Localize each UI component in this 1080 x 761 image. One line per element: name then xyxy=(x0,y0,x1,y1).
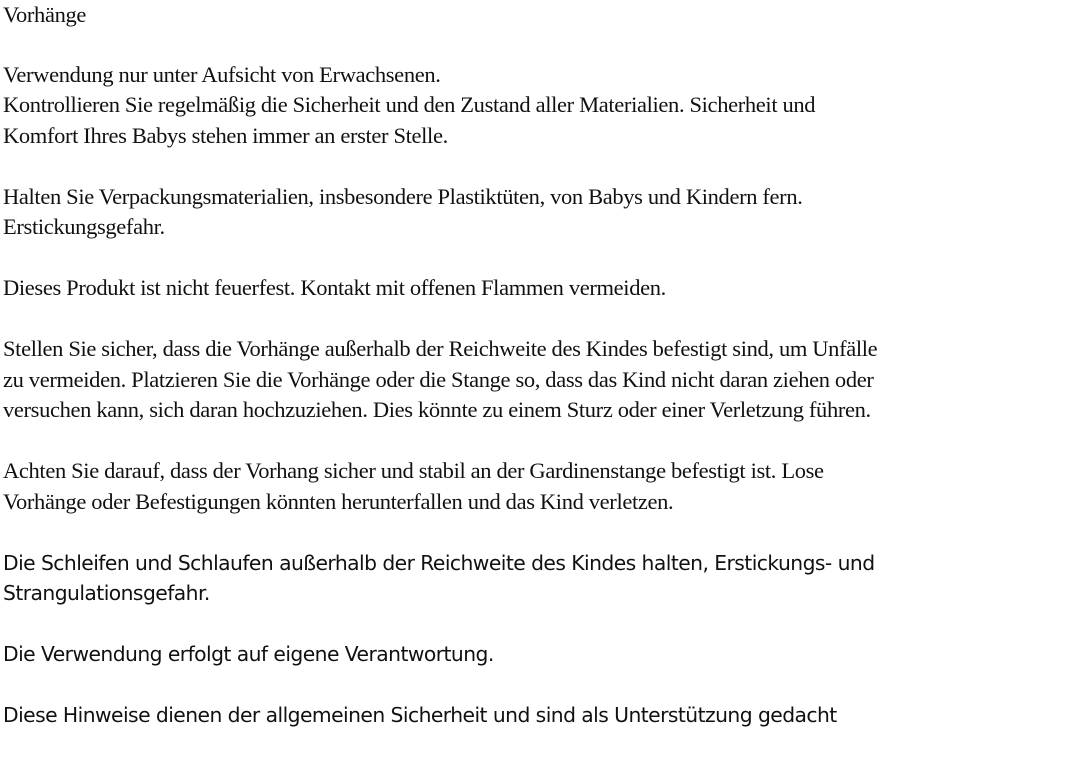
text-line: Kontrollieren Sie regelmäßig die Sicherheit und den Zustand aller Materialien. Sicherheit und xyxy=(3,92,816,117)
text-line: Halten Sie Verpackungsmaterialien, insbesondere Plastiktüten, von Babys und Kindern fern. xyxy=(3,183,803,209)
paragraph-notice xyxy=(3,700,1079,731)
paragraph-supervision xyxy=(3,60,1079,152)
paragraph-fire xyxy=(3,273,1079,304)
paragraph-responsibility xyxy=(3,639,1079,670)
text-line: Komfort Ihres Babys stehen immer an erster Stelle. xyxy=(3,122,448,148)
text-line: Vorhänge oder Befestigungen könnten herunterfallen und das Kind verletzen. xyxy=(3,488,674,514)
text-line: zu vermeiden. Platzieren Sie die Vorhänge oder die Stange so, dass das Kind nicht daran ziehen oder xyxy=(3,366,874,392)
text-line: Die Schleifen und Schlaufen außerhalb der Reichweite des Kindes halten, Erstickungs- und xyxy=(3,550,875,575)
text-line: Achten Sie darauf, dass der Vorhang sicher und stabil an der Gardinenstange befestigt ist. Lose xyxy=(3,458,824,483)
text-line: versuchen kann, sich daran hochzuziehen. Dies könnte zu einem Sturz oder einer Verletzung führen. xyxy=(3,397,871,422)
text-line: Strangulationsgefahr. xyxy=(3,581,210,605)
text-line: Diese Hinweise dienen der allgemeinen Sicherheit und sind als Unterstützung gedacht xyxy=(3,703,837,727)
text-line: Verwendung nur unter Aufsicht von Erwachsenen. xyxy=(3,61,441,87)
document-title: Vorhänge xyxy=(3,2,87,27)
paragraph-mounting xyxy=(3,456,1079,517)
document-body xyxy=(3,0,1079,761)
paragraph-packaging xyxy=(3,182,1079,243)
paragraph-loops xyxy=(3,548,1079,609)
text-line: Stellen Sie sicher, dass die Vorhänge außerhalb der Reichweite des Kindes befestigt sind, um Unfälle xyxy=(3,336,878,361)
text-line: Die Verwendung erfolgt auf eigene Verantwortung. xyxy=(3,642,494,666)
text-line: Dieses Produkt ist nicht feuerfest. Kontakt mit offenen Flammen vermeiden. xyxy=(3,275,666,300)
paragraph-reach xyxy=(3,334,1079,426)
text-line: Erstickungsgefahr. xyxy=(3,214,165,239)
